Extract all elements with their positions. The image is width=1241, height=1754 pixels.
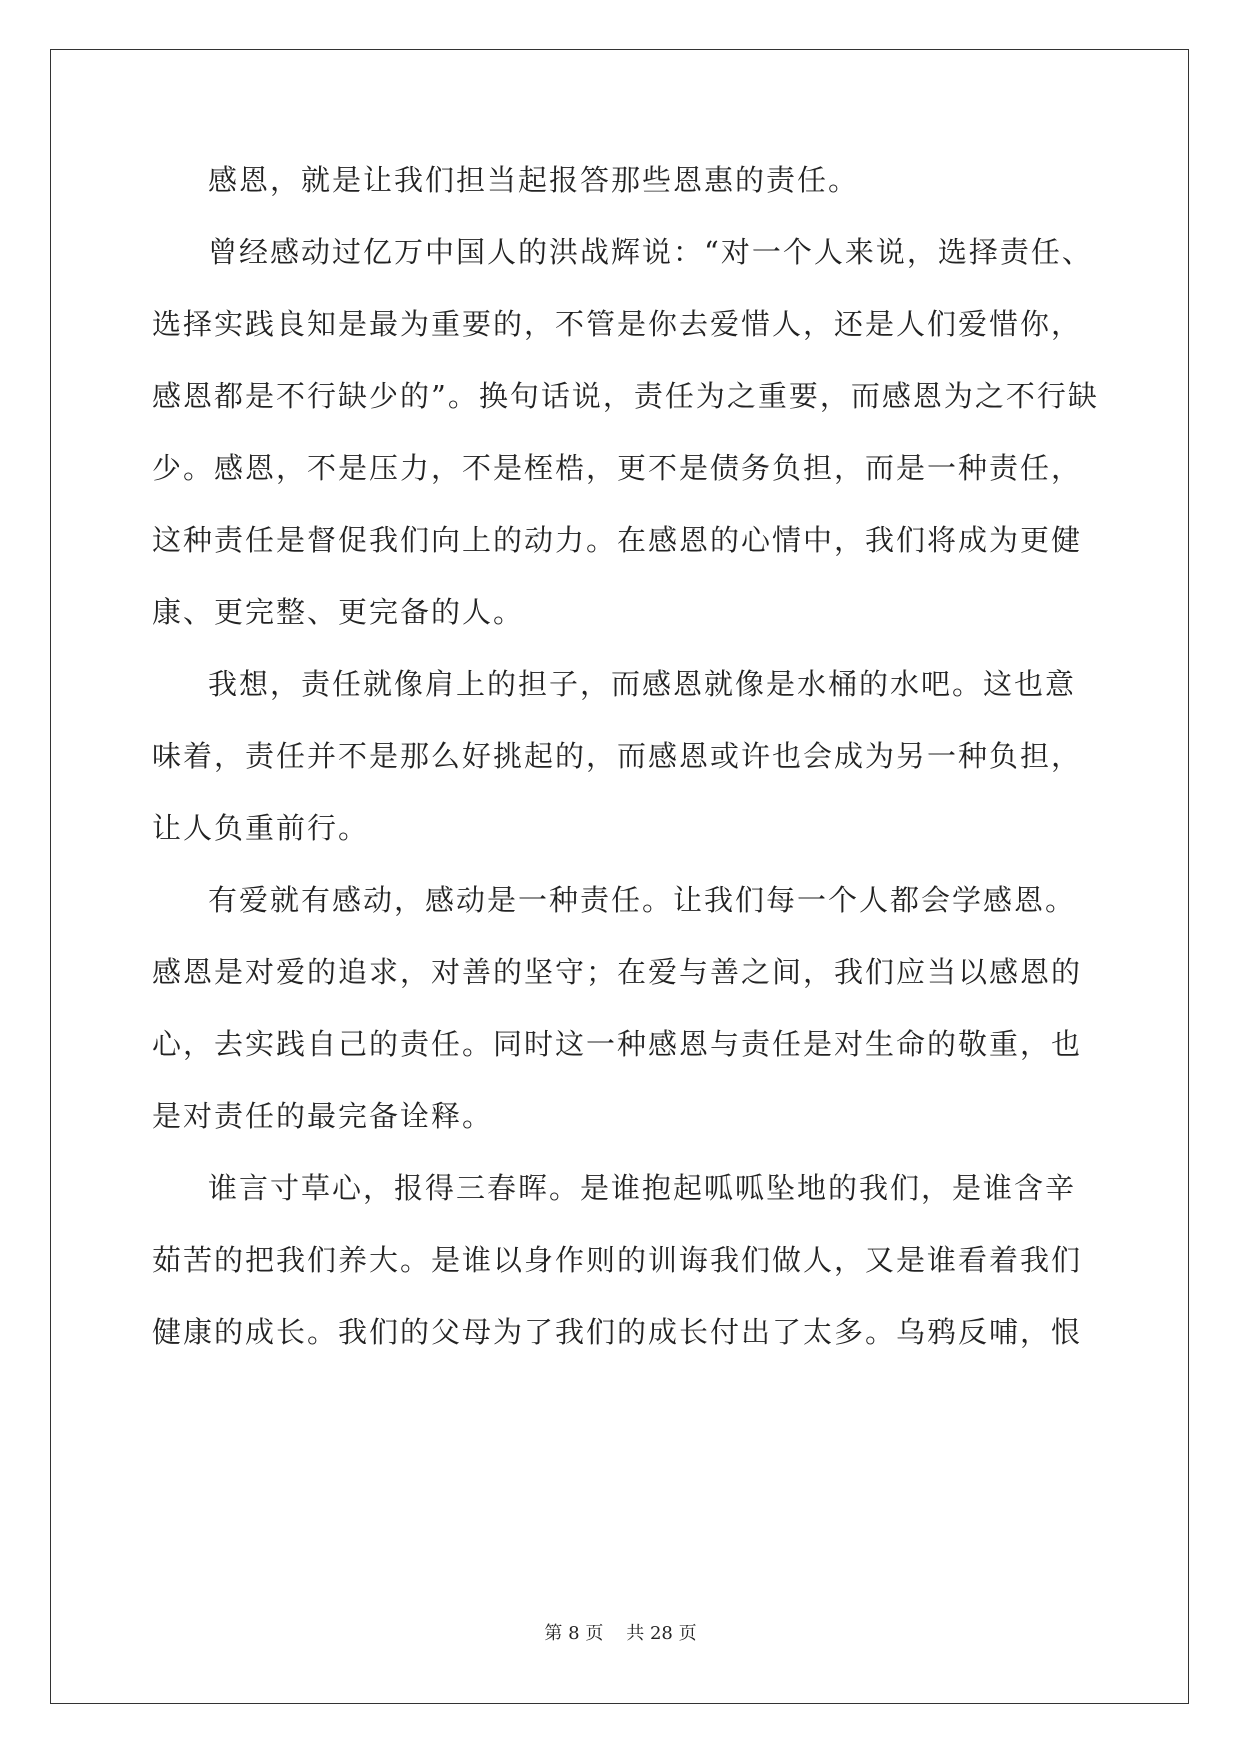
text-line: 味着，责任并不是那么好挑起的，而感恩或许也会成为另一种负担，	[152, 739, 1083, 773]
text-line: 感恩是对爱的追求，对善的坚守；在爱与善之间，我们应当以感恩的	[152, 955, 1083, 989]
text-line: 健康的成长。我们的父母为了我们的成长付出了太多。乌鸦反哺，恨	[152, 1315, 1083, 1349]
text-line: 我想，责任就像肩上的担子，而感恩就像是水桶的水吧。这也意	[208, 667, 1077, 701]
text-line: 有爱就有感动，感动是一种责任。让我们每一个人都会学感恩。	[208, 883, 1077, 917]
text-line: 是对责任的最完备诠释。	[152, 1099, 494, 1133]
text-line: 曾经感动过亿万中国人的洪战辉说：“对一个人来说，选择责任、	[208, 235, 1093, 269]
text-line: 这种责任是督促我们向上的动力。在感恩的心情中，我们将成为更健	[152, 523, 1083, 557]
page-number: 第 8 页	[544, 1623, 604, 1644]
text-line: 谁言寸草心，报得三春晖。是谁抱起呱呱坠地的我们，是谁含辛	[208, 1171, 1077, 1205]
text-line: 感恩，就是让我们担当起报答那些恩惠的责任。	[208, 163, 860, 197]
text-line: 感恩都是不行缺少的”。换句话说，责任为之重要，而感恩为之不行缺	[152, 379, 1099, 413]
page-border	[50, 49, 1189, 1704]
text-line: 心，去实践自己的责任。同时这一种感恩与责任是对生命的敬重，也	[152, 1027, 1083, 1061]
page-footer	[0, 1622, 1241, 1646]
page-total: 共 28 页	[626, 1623, 697, 1644]
text-line: 让人负重前行。	[152, 811, 370, 845]
text-line: 康、更完整、更完备的人。	[152, 595, 525, 629]
text-line: 选择实践良知是最为重要的，不管是你去爱惜人，还是人们爱惜你，	[152, 307, 1083, 341]
text-line: 茹苦的把我们养大。是谁以身作则的训诲我们做人，又是谁看着我们	[152, 1243, 1083, 1277]
text-line: 少。感恩，不是压力，不是桎梏，更不是债务负担，而是一种责任，	[152, 451, 1083, 485]
